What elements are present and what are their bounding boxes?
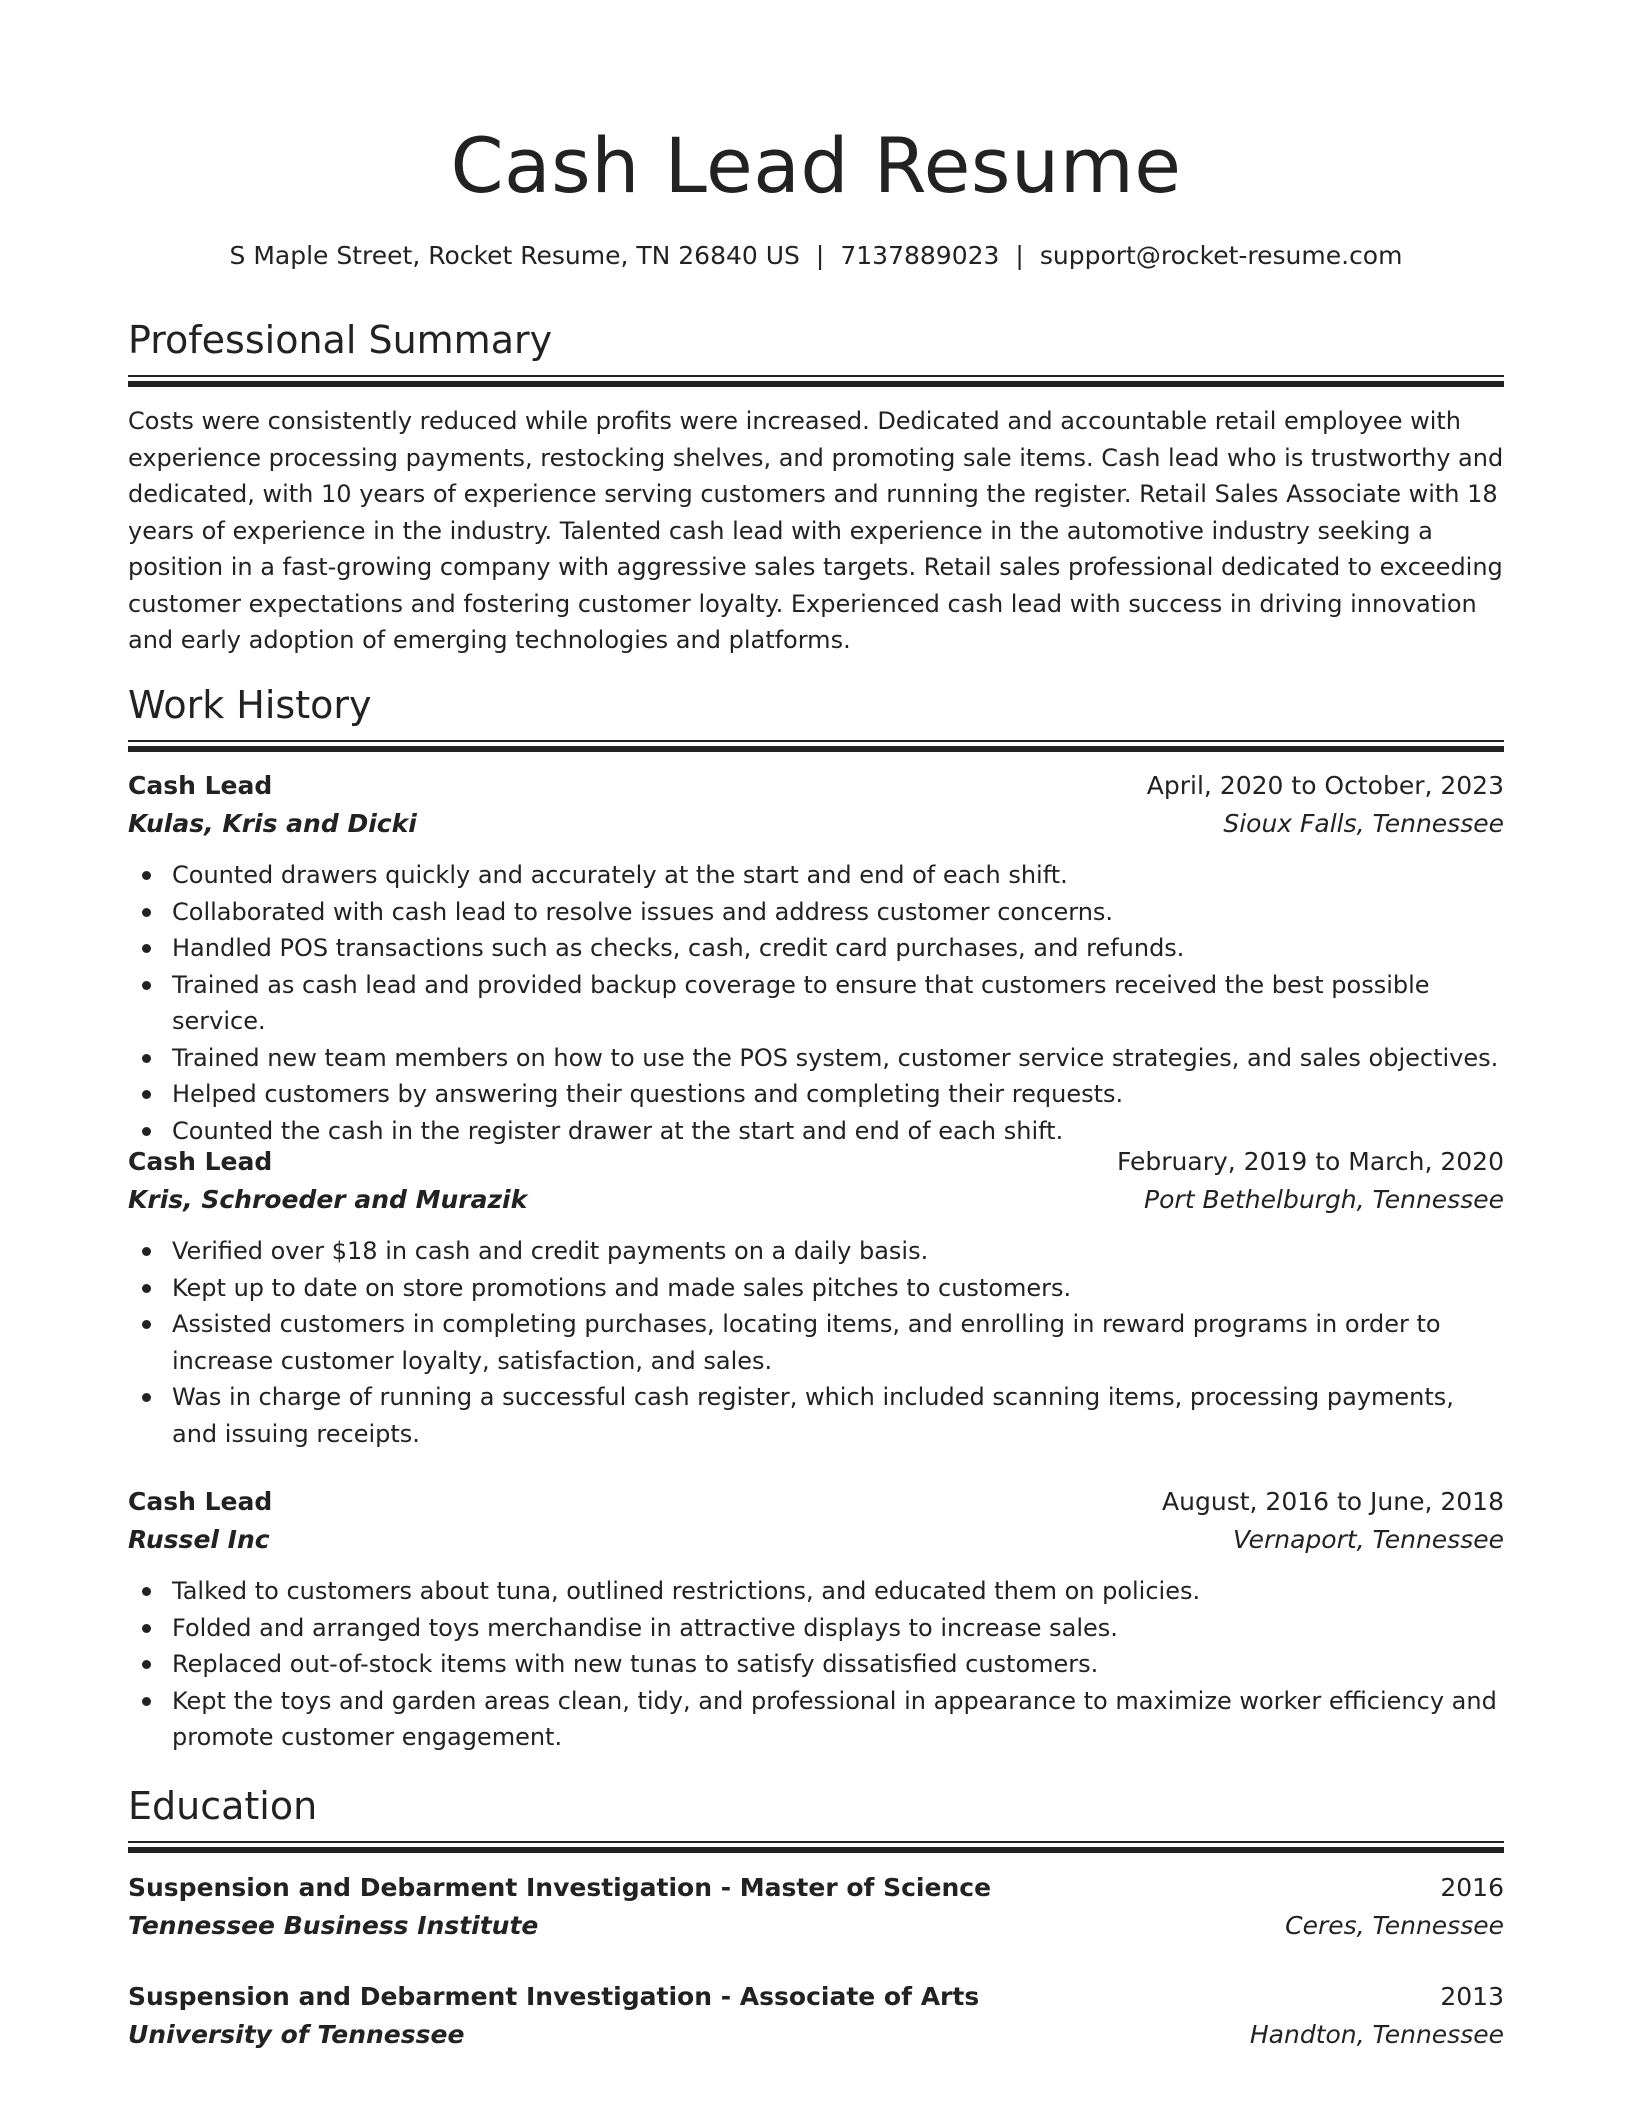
- bullet-icon: [142, 1624, 151, 1633]
- contact-email: support@rocket-resume.com: [1039, 241, 1403, 270]
- section-divider: [128, 746, 1504, 752]
- job-location: Vernaport, Tennessee: [1232, 1525, 1504, 1554]
- contact-separator: |: [1015, 241, 1024, 270]
- list-item: Trained as cash lead and provided backup coverage to ensure that customers received the best possible service.: [128, 967, 1504, 1040]
- education-heading: Education: [128, 1784, 318, 1828]
- bullet-icon: [142, 1054, 151, 1063]
- bullet-icon: [142, 908, 151, 917]
- education-school: University of Tennessee: [128, 2020, 465, 2049]
- bullet-icon: [142, 1660, 151, 1669]
- job-title: Cash Lead: [128, 1487, 273, 1516]
- bullet-icon: [142, 1090, 151, 1099]
- job-bullets: [128, 857, 1504, 1149]
- list-item: Counted drawers quickly and accurately at the start and end of each shift.: [128, 857, 1504, 894]
- bullet-icon: [142, 944, 151, 953]
- contact-separator: |: [815, 241, 825, 270]
- job-entry: [128, 1483, 1504, 1756]
- education-section-header: [128, 1781, 1504, 1831]
- job-company: Kris, Schroeder and Murazik: [128, 1185, 528, 1214]
- job-bullets: [128, 1573, 1504, 1756]
- section-divider: [128, 381, 1504, 387]
- education-degree: Suspension and Debarment Investigation - Master of Science: [128, 1873, 992, 1902]
- list-item: Kept the toys and garden areas clean, tidy, and professional in appearance to maximize worker efficiency and promote customer engagement.: [128, 1683, 1504, 1756]
- section-divider: [128, 740, 1504, 742]
- job-title: Cash Lead: [128, 1147, 273, 1176]
- bullet-icon: [142, 1284, 151, 1293]
- list-item: Replaced out-of-stock items with new tunas to satisfy dissatisfied customers.: [128, 1646, 1504, 1683]
- resume-title: Cash Lead Resume: [450, 121, 1182, 210]
- job-company: Russel Inc: [128, 1525, 270, 1554]
- list-item: Helped customers by answering their questions and completing their requests.: [128, 1076, 1504, 1113]
- bullet-icon: [142, 1320, 151, 1329]
- job-entry: [128, 767, 1504, 1149]
- education-entry: [128, 1978, 1504, 2054]
- bullet-icon: [142, 981, 151, 990]
- bullet-icon: [142, 871, 151, 880]
- contact-address: S Maple Street, Rocket Resume, TN 26840 US: [229, 241, 800, 270]
- education-year: 2013: [1440, 1982, 1504, 2011]
- job-dates: February, 2019 to March, 2020: [1116, 1147, 1504, 1176]
- job-location: Port Bethelburgh, Tennessee: [1144, 1185, 1504, 1214]
- section-divider: [128, 1847, 1504, 1853]
- section-divider: [128, 1841, 1504, 1843]
- list-item: Folded and arranged toys merchandise in attractive displays to increase sales.: [128, 1610, 1504, 1647]
- education-degree: Suspension and Debarment Investigation - Associate of Arts: [128, 1982, 980, 2011]
- list-item: Talked to customers about tuna, outlined restrictions, and educated them on policies.: [128, 1573, 1504, 1610]
- contact-phone: 7137889023: [840, 241, 1000, 270]
- summary-section-header: [128, 315, 1504, 365]
- bullet-icon: [142, 1247, 151, 1256]
- job-dates: August, 2016 to June, 2018: [1162, 1487, 1504, 1516]
- list-item: Handled POS transactions such as checks, cash, credit card purchases, and refunds.: [128, 930, 1504, 967]
- bullet-icon: [142, 1697, 151, 1706]
- section-divider: [128, 375, 1504, 377]
- list-item: Collaborated with cash lead to resolve issues and address customer concerns.: [128, 894, 1504, 931]
- list-item: Assisted customers in completing purchases, locating items, and enrolling in reward programs in order to increase customer loyalty, satisfaction, and sales.: [128, 1306, 1504, 1379]
- education-location: Handton, Tennessee: [1249, 2020, 1504, 2049]
- job-dates: April, 2020 to October, 2023: [1146, 771, 1504, 800]
- job-location: Sioux Falls, Tennessee: [1223, 809, 1504, 838]
- job-bullets: [128, 1233, 1504, 1452]
- education-entry: [128, 1869, 1504, 1945]
- list-item: Was in charge of running a successful cash register, which included scanning items, processing payments, and issuing receipts.: [128, 1379, 1504, 1452]
- job-entry: [128, 1143, 1504, 1452]
- list-item: Verified over $18 in cash and credit payments on a daily basis.: [128, 1233, 1504, 1270]
- list-item: Kept up to date on store promotions and made sales pitches to customers.: [128, 1270, 1504, 1307]
- bullet-icon: [142, 1393, 151, 1402]
- job-company: Kulas, Kris and Dicki: [128, 809, 417, 838]
- education-school: Tennessee Business Institute: [128, 1911, 539, 1940]
- list-item: Counted the cash in the register drawer at the start and end of each shift.: [128, 1113, 1504, 1150]
- contact-line: [0, 238, 1632, 274]
- bullet-icon: [142, 1127, 151, 1136]
- job-title: Cash Lead: [128, 771, 273, 800]
- education-year: 2016: [1440, 1873, 1504, 1902]
- list-item: Trained new team members on how to use the POS system, customer service strategies, and sales objectives.: [128, 1040, 1504, 1077]
- bullet-icon: [142, 1587, 151, 1596]
- summary-text: Costs were consistently reduced while profits were increased. Dedicated and accountable retail employee with experience processing payments, restocking shelves, and promoting sale items. Cash lead who is trustworthy and dedicated, with 10 years of experience serving customers and running the register. Retail Sales Associate with 18 years of experience in the industry. Talented cash lead with experience in the automotive industry seeking a position in a fast-growing company with aggressive sales targets. Retail sales professional dedicated to exceeding customer expectations and fostering customer loyalty. Experienced cash lead with success in driving innovation and early adoption of emerging technologies and platforms.: [128, 407, 1504, 654]
- work-section-header: [128, 680, 1504, 730]
- summary-heading: Professional Summary: [128, 318, 553, 362]
- work-heading: Work History: [128, 683, 372, 727]
- education-location: Ceres, Tennessee: [1285, 1911, 1504, 1940]
